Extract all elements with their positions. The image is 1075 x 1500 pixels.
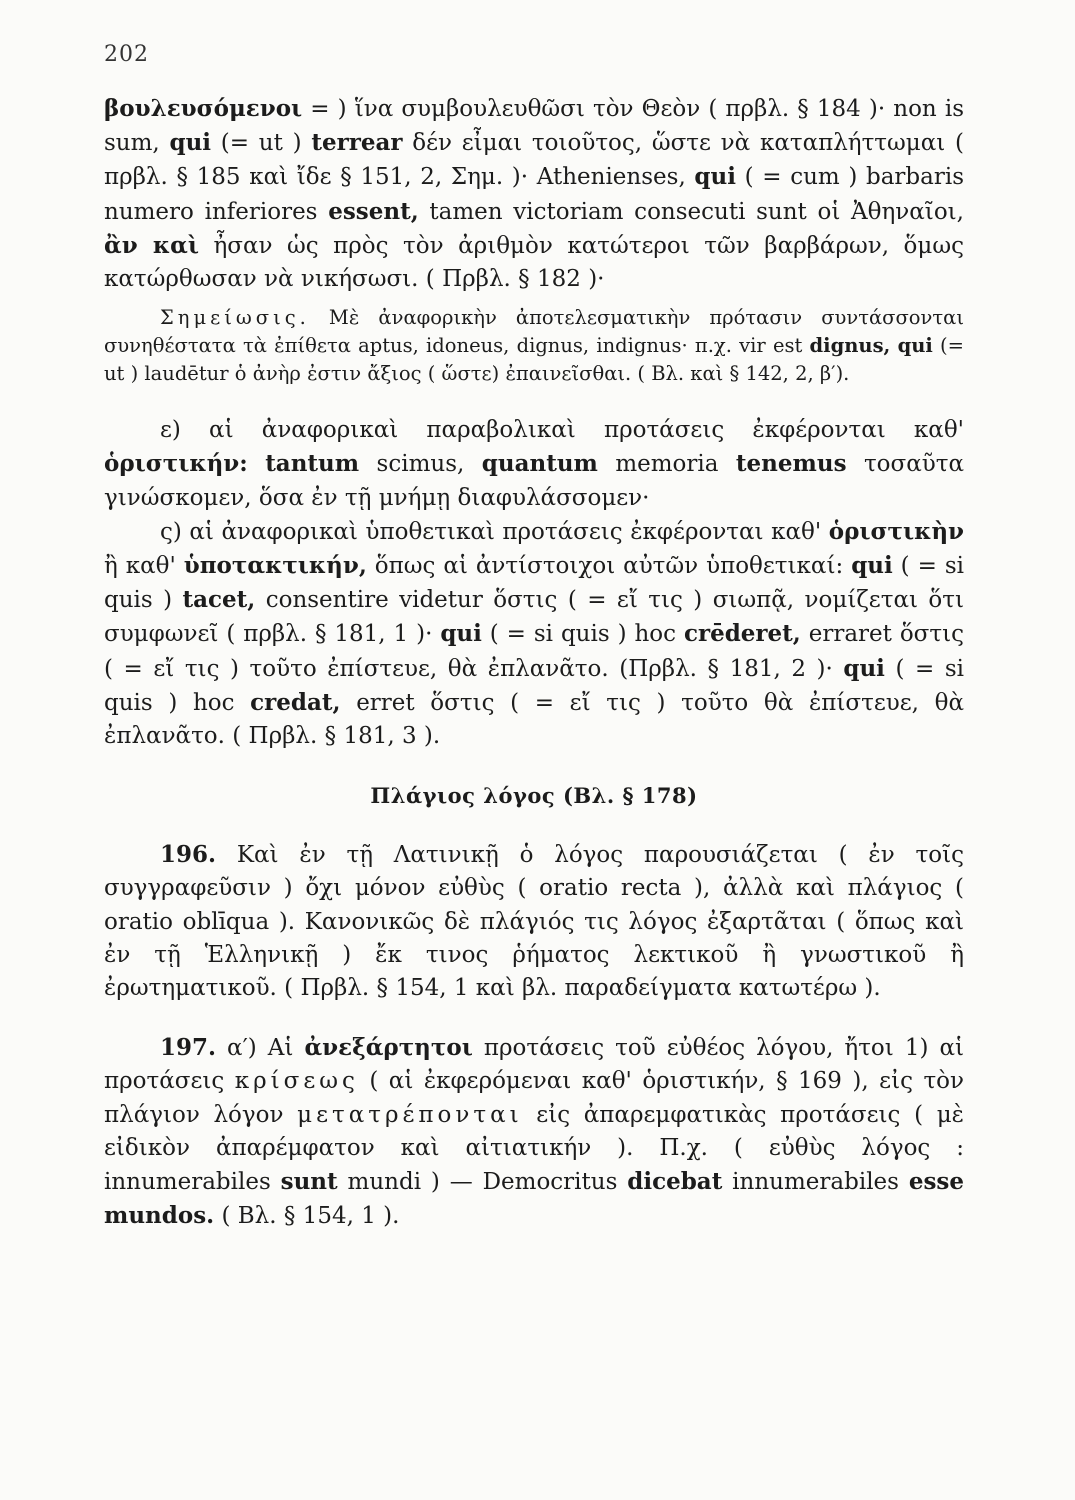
section-number-197: 197.	[160, 1034, 217, 1062]
note-paragraph: Σημείωσις. Μὲ ἀναφορικὴν ἀποτελεσματικὴν πρότασιν συντάσσονται συνηθέστατα τὰ ἐπίθετα aptus, idoneus, dignus, indignus· π.χ. vir est dignus, qui (= ut ) laudētur ὁ ἀνὴρ ἐστιν ἄξιος ( ὥστε) ἐπαινεῖσθαι. ( Βλ. καὶ § 142, 2, β′).	[104, 306, 964, 386]
page-body	[104, 92, 964, 1233]
section-number-196: 196.	[160, 841, 217, 869]
section-196: 196. Καὶ ἐν τῇ Λατινικῇ ὁ λόγος παρουσιάζεται ( ἐν τοῖς συγγραφεῦσιν ) ὄχι μόνον εὐθὺς ( oratio recta ), ἀλλὰ καὶ πλάγιος ( oratio oblīqua ). Κανονικῶς δὲ πλάγιός τις λόγος ἐξαρτᾶται ( ὅπως καὶ ἐν τῇ Ἑλληνικῇ ) ἔκ τινος ῥήματος λεκτικοῦ ἢ γνωστικοῦ ἢ ἐρωτηματικοῦ. ( Πρβλ. § 154, 1 καὶ βλ. παραδείγματα κατωτέρω ).	[104, 841, 964, 1002]
paragraph-continuation: βουλευσόμενοι = ) ἵνα συμβουλευθῶσι τὸν Θεὸν ( πρβλ. § 184 )· non is sum, qui (= ut ) terrear δέν εἶμαι τοιοῦτος, ὥστε νὰ καταπλήττωμαι ( πρβλ. § 185 καὶ ἴδε § 151, 2, Σημ. )· Athenienses, qui ( = cum ) barbaris numero inferiores essent, tamen victoriam consecuti sunt οἱ Ἀθηναῖοι, ἂν καὶ ἦσαν ὡς πρὸς τὸν ἀριθμὸν κατώτεροι τῶν βαρβάρων, ὅμως κατώρθωσαν νὰ νικήσωσι. ( Πρβλ. § 182 )·	[104, 95, 965, 293]
section-e: ε) αἱ ἀναφορικαὶ παραβολικαὶ προτάσεις ἐκφέρονται καθ' ὁριστικήν: tantum scimus, quantum memoria tenemus τοσαῦτα γινώσκομεν, ὅσα ἐν τῇ μνήμῃ διαφυλάσσομεν·	[104, 417, 965, 511]
section-197: 197. α′) Αἱ ἀνεξάρτητοι προτάσεις τοῦ εὐθέος λόγου, ἤτοι 1) αἱ προτάσεις κρίσεως ( αἱ ἐκφερόμεναι καθ' ὁριστικήν, § 169 ), εἰς τὸν πλάγιον λόγον μετατρέπονται εἰς ἀπαρεμφατικὰς προτάσεις ( μὲ εἰδικὸν ἀπαρέμφατον καὶ αἰτιατικήν ). Π.χ. ( εὐθὺς λόγος : innumerabiles sunt mundi ) — Democritus dicebat innumerabiles esse mundos. ( Βλ. § 154, 1 ).	[104, 1034, 964, 1230]
section-st: ς) αἱ ἀναφορικαὶ ὑποθετικαὶ προτάσεις ἐκφέρονται καθ' ὁριστικὴν ἢ καθ' ὑποτακτικήν, ὅπως αἱ ἀντίστοιχοι αὐτῶν ὑποθετικαί: qui ( = si quis ) tacet, consentire videtur ὅστις ( = εἴ τις ) σιωπᾷ, νομίζεται ὅτι συμφωνεῖ ( πρβλ. § 181, 1 )· qui ( = si quis ) hoc crēderet, erraret ὅστις ( = εἴ τις ) τοῦτο ἐπίστευε, θὰ ἐπλανᾶτο. (Πρβλ. § 181, 2 )· qui ( = si quis ) hoc credat, erret ὅστις ( = εἴ τις ) τοῦτο θὰ ἐπίστευε, θὰ ἐπλανᾶτο. ( Πρβλ. § 181, 3 ).	[104, 517, 964, 750]
page-number: 202	[104, 42, 149, 67]
section-heading: Πλάγιος λόγος (Βλ. § 178)	[370, 783, 698, 809]
term-bouleusomenoi: βουλευσόμενοι	[104, 95, 303, 122]
note-label: Σημείωσις.	[160, 306, 310, 330]
